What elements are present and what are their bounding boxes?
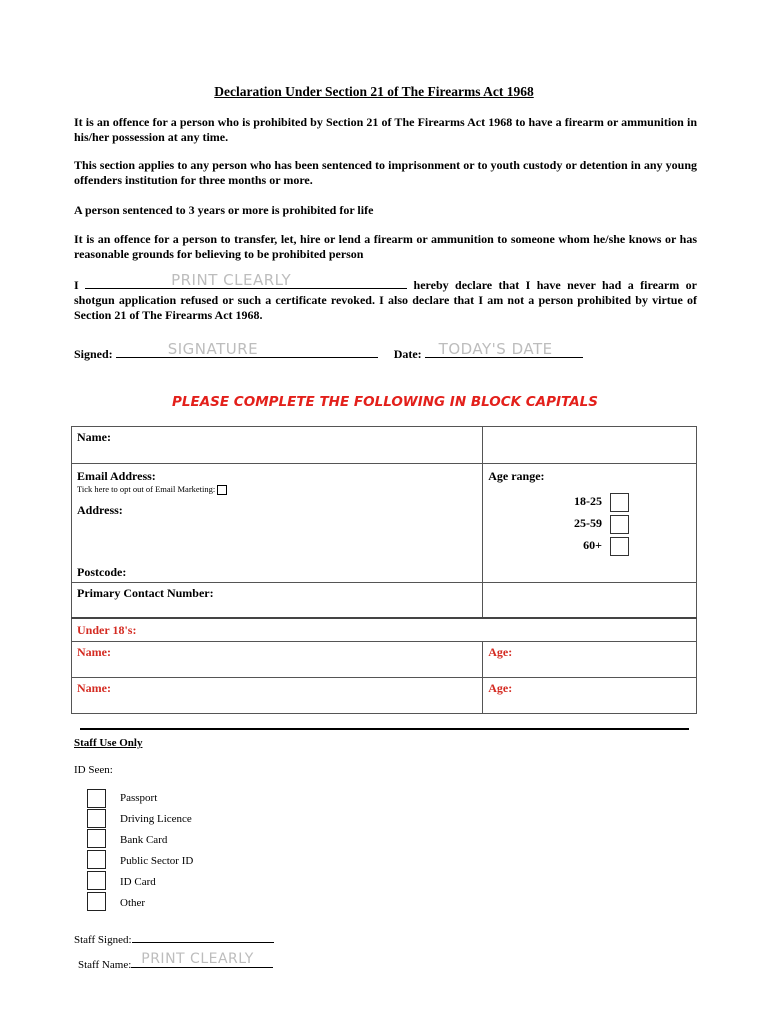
age-60-plus-checkbox[interactable]: [610, 537, 629, 556]
id-option-id-card: ID Card: [120, 876, 156, 888]
child-name-label: Name:: [77, 645, 111, 660]
under-18-header-cell: [72, 618, 697, 642]
declarant-name-field[interactable]: [85, 271, 407, 289]
declaration-prefix: I: [74, 278, 79, 292]
offence-paragraph: It is an offence for a person who is prohibited by Section 21 of The Firearms Act 1968 to have a firearm or ammunition in his/her possession at any time.: [74, 115, 697, 144]
staff-name-field[interactable]: [131, 951, 273, 968]
age-range-cell: [483, 464, 697, 583]
child-name-label: Name:: [77, 681, 111, 696]
address-label: Address:: [77, 503, 123, 518]
transfer-offence-paragraph: It is an offence for a person to transfer, let, hire or lend a firearm or ammunition to someone whom he/she knows or has reasonable grounds for believing to be prohibited person: [74, 232, 697, 261]
life-prohibition-paragraph: A person sentenced to 3 years or more is prohibited for life: [74, 203, 374, 217]
email-label: Email Address:: [77, 469, 156, 483]
id-other-checkbox[interactable]: [87, 892, 106, 911]
child-age-label: Age:: [488, 645, 513, 660]
signature-hint: SIGNATURE: [167, 340, 259, 358]
id-option-public-sector: Public Sector ID: [120, 855, 194, 867]
child-age-cell-1[interactable]: [483, 642, 697, 678]
child-age-cell-2[interactable]: [483, 678, 697, 714]
id-bank-card-checkbox[interactable]: [87, 829, 106, 848]
id-option-driving-licence: Driving Licence: [120, 813, 192, 825]
id-option-bank-card: Bank Card: [120, 834, 168, 846]
date-field[interactable]: [425, 340, 583, 358]
id-option-passport: Passport: [120, 792, 158, 804]
under-18-label: Under 18's:: [77, 623, 137, 638]
id-public-sector-checkbox[interactable]: [87, 850, 106, 869]
signature-field[interactable]: [116, 340, 378, 358]
print-clearly-hint: PRINT CLEARLY: [171, 271, 292, 289]
id-driving-licence-checkbox[interactable]: [87, 809, 106, 828]
date-label: Date:: [393, 347, 422, 361]
contact-number-label: Primary Contact Number:: [77, 585, 214, 600]
child-name-cell-2[interactable]: [72, 678, 483, 714]
name-extra-cell[interactable]: [483, 427, 697, 464]
customer-details-table: [71, 426, 697, 714]
id-option-other: Other: [120, 897, 146, 909]
staff-use-title: Staff Use Only: [74, 737, 143, 749]
block-capitals-banner: PLEASE COMPLETE THE FOLLOWING IN BLOCK CAPITALS: [172, 394, 598, 410]
staff-name-label: Staff Name:: [78, 959, 132, 971]
staff-signed-label: Staff Signed:: [74, 934, 132, 946]
age-option-25-59[interactable]: 25-59: [488, 512, 691, 534]
address-cell[interactable]: [72, 521, 483, 582]
age-range-label: Age range:: [488, 469, 545, 483]
id-card-checkbox[interactable]: [87, 871, 106, 890]
age-18-25-checkbox[interactable]: [610, 493, 629, 512]
name-label: Name:: [77, 430, 111, 444]
staff-name-row: [78, 951, 273, 971]
applies-paragraph: This section applies to any person who has been sentenced to imprisonment or to youth custody or detention in any young offenders institution for three months or more.: [74, 158, 697, 187]
staff-name-hint: PRINT CLEARLY: [141, 951, 254, 967]
declaration-text: hereby declare that I have never had a firearm or shotgun application refused or such a certificate revoked. I also declare that I am not a person prohibited by virtue of Section 21 of The Firearms Act 1968.: [74, 278, 697, 322]
id-passport-checkbox[interactable]: [87, 789, 106, 808]
signed-label: Signed:: [74, 347, 113, 361]
opt-out-checkbox[interactable]: [217, 485, 227, 495]
age-option-18-25[interactable]: 18-25: [488, 490, 691, 512]
declaration-paragraph: [74, 271, 697, 323]
postcode-label: Postcode:: [77, 564, 127, 579]
opt-out-row: [77, 484, 477, 495]
contact-number-cell[interactable]: [72, 582, 483, 618]
age-25-59-checkbox[interactable]: [610, 515, 629, 534]
email-cell[interactable]: [72, 464, 483, 522]
staff-signature-field[interactable]: [132, 932, 274, 943]
contact-extra-cell[interactable]: [483, 582, 697, 618]
name-cell[interactable]: [72, 427, 483, 464]
document-title: Declaration Under Section 21 of The Firearms Act 1968: [214, 84, 534, 99]
opt-out-label: Tick here to opt out of Email Marketing:: [77, 484, 216, 494]
age-option-60-plus[interactable]: 60+: [488, 534, 691, 556]
staff-section-divider: [80, 728, 689, 730]
signature-row: [74, 340, 583, 362]
id-seen-label: ID Seen:: [74, 764, 113, 776]
date-hint: TODAY'S DATE: [438, 340, 553, 358]
child-age-label: Age:: [488, 681, 513, 696]
staff-signed-row: [74, 932, 274, 946]
child-name-cell-1[interactable]: [72, 642, 483, 678]
